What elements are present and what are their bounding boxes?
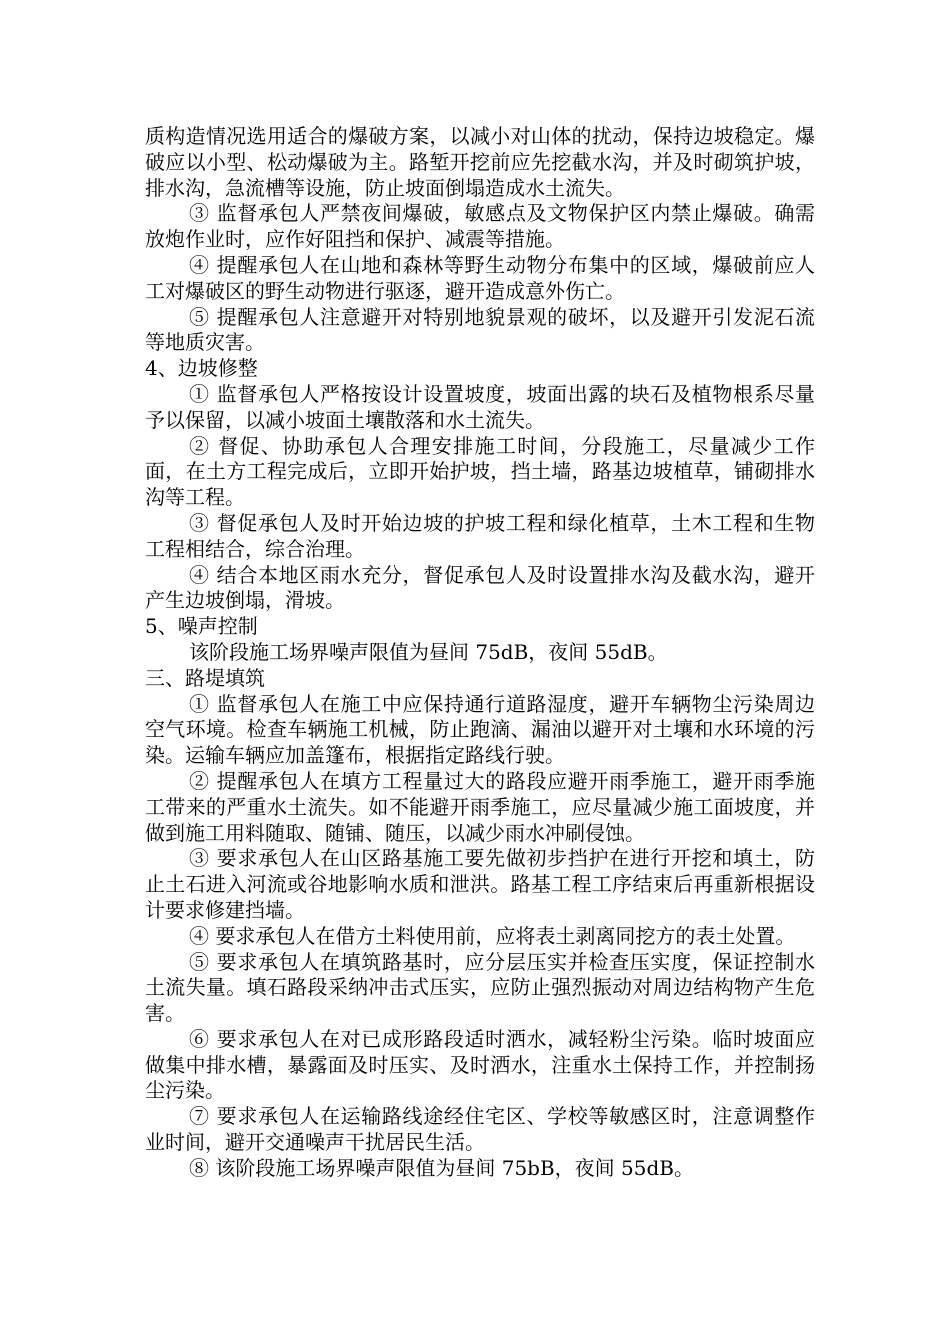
paragraph-item-4-wildlife: ④ 提醒承包人在山地和森林等野生动物分布集中的区域，爆破前应人工对爆破区的野生动物进行驱逐，避开造成意外伤亡。: [145, 252, 815, 303]
paragraph-embankment-item-3: ③ 要求承包人在山区路基施工要先做初步挡护在进行开挖和填土，防止土石进入河流或谷地影响水质和泄洪。路基工程工序结束后再重新根据设计要求修建挡墙。: [145, 846, 815, 922]
document-body: [145, 124, 815, 1182]
paragraph-embankment-item-8: ⑧ 该阶段施工场界噪声限值为昼间 75bB，夜间 55dB。: [189, 1155, 694, 1180]
paragraph-slope-item-1: ① 监督承包人严格按设计设置坡度，坡面出露的块石及植物根系尽量予以保留，以减小坡面土壤散落和水土流失。: [145, 381, 815, 432]
paragraph-embankment-item-6: ⑥ 要求承包人在对已成形路段适时洒水，减轻粉尘污染。临时坡面应做集中排水槽，暴露面及时压实、及时洒水，注重水土保持工作，并控制扬尘污染。: [145, 1026, 815, 1103]
paragraph-item-3-no-night-blasting: ③ 监督承包人严禁夜间爆破，敏感点及文物保护区内禁止爆破。确需放炮作业时，应作好阻挡和保护、减震等措施。: [145, 201, 815, 252]
section-heading-noise-control: 5、噪声控制: [145, 614, 258, 639]
paragraph-embankment-item-4: ④ 要求承包人在借方土料使用前，应将表土剥离同挖方的表土处置。: [189, 923, 796, 948]
paragraph-embankment-item-7: ⑦ 要求承包人在运输路线途经住宅区、学校等敏感区时，注意调整作业时间，避开交通噪声干扰居民生活。: [145, 1104, 815, 1155]
paragraph-item-5-landscape: ⑤ 提醒承包人注意避开对特别地貌景观的破坏，以及避开引发泥石流等地质灾害。: [145, 304, 815, 355]
paragraph-noise-limit: 该阶段施工场界噪声限值为昼间 75dB，夜间 55dB。: [189, 639, 668, 664]
section-heading-slope-trimming: 4、边坡修整: [145, 356, 258, 381]
paragraph-continuation: 质构造情况选用适合的爆破方案，以减小对山体的扰动，保持边坡稳定。爆破应以小型、松动爆破为主。路堑开挖前应先挖截水沟，并及时砌筑护坡，排水沟，急流槽等设施，防止坡面倒塌造成水土流失。: [145, 124, 815, 200]
paragraph-slope-item-3: ③ 督促承包人及时开始边坡的护坡工程和绿化植草，土木工程和生物工程相结合，综合治理。: [145, 510, 815, 561]
paragraph-slope-item-4: ④ 结合本地区雨水充分，督促承包人及时设置排水沟及截水沟，避开产生边坡倒塌，滑坡。: [145, 562, 815, 613]
paragraph-embankment-item-5: ⑤ 要求承包人在填筑路基时，应分层压实并检查压实度，保证控制水土流失量。填石路段采纳冲击式压实，应防止强烈振动对周边结构物产生危害。: [145, 949, 815, 1026]
paragraph-slope-item-2: ② 督促、协助承包人合理安排施工时间，分段施工，尽量减少工作面，在土方工程完成后，立即开始护坡，挡土墙，路基边坡植草，铺砌排水沟等工程。: [145, 433, 815, 510]
paragraph-embankment-item-2: ② 提醒承包人在填方工程量过大的路段应避开雨季施工，避开雨季施工带来的严重水土流失。如不能避开雨季施工，应尽量减少施工面坡度，并做到施工用料随取、随铺、随压，以减少雨水冲刷侵蚀。: [145, 768, 815, 845]
paragraph-embankment-item-1: ① 监督承包人在施工中应保持通行道路湿度，避开车辆物尘污染周边空气环境。检查车辆施工机械，防止跑滴、漏油以避开对土壤和水环境的污染。运输车辆应加盖篷布，根据指定路线行驶。: [145, 691, 815, 768]
section-heading-embankment-filling: 三、路堤填筑: [145, 665, 265, 690]
